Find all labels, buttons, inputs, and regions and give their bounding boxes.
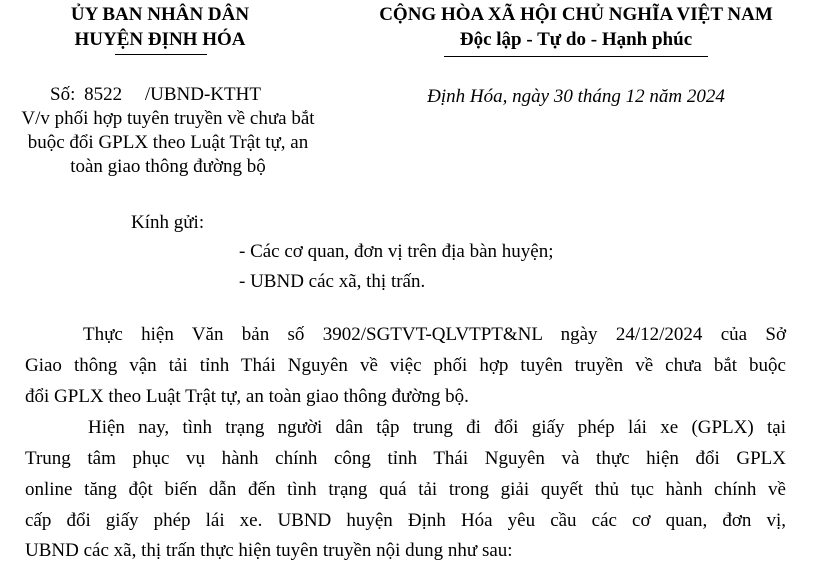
- document-symbol: /UBND-KTHT: [144, 84, 261, 105]
- authority-underline: [115, 54, 207, 55]
- body-paragraph-2-cont: [25, 479, 786, 501]
- paragraph-line: online tăng đột biến dẫn đến tình trạng quá tải trong giải quyết thủ tục hành chính về: [25, 479, 786, 500]
- document-number-value: 8522: [84, 84, 123, 105]
- place-and-date: Định Hóa, ngày 30 tháng 12 năm 2024: [427, 86, 725, 107]
- paragraph-line: đổi GPLX theo Luật Trật tự, an toàn giao thông đường bộ.: [25, 386, 469, 407]
- paragraph-line: Hiện nay, tình trạng người dân tập trung đi đổi giấy phép lái xe (GPLX) tại: [88, 417, 786, 438]
- subject-line-3: toàn giao thông đường bộ: [70, 156, 266, 177]
- issuing-authority-line2: HUYỆN ĐỊNH HÓA: [74, 29, 246, 50]
- body-paragraph-2-cont: [25, 510, 786, 532]
- paragraph-line: Thực hiện Văn bản số 3902/SGTVT-QLVTPT&NL ngày 24/12/2024 của Sở: [83, 324, 786, 345]
- subject-line-1: V/v phối hợp tuyên truyền về chưa bắt: [21, 108, 315, 129]
- issuing-authority-line1: ỦY BAN NHÂN DÂN: [70, 4, 250, 25]
- body-paragraph-1: [83, 324, 786, 346]
- body-paragraph-1-cont: [25, 355, 786, 377]
- national-motto: Độc lập - Tự do - Hạnh phúc: [459, 29, 693, 50]
- recipients-label: Kính gửi:: [131, 212, 205, 233]
- paragraph-line: UBND các xã, thị trấn thực hiện tuyên truyền nội dung như sau:: [25, 540, 513, 561]
- paragraph-line: Trung tâm phục vụ hành chính công tỉnh Thái Nguyên và thực hiện đổi GPLX: [25, 448, 786, 469]
- recipient-item: - UBND các xã, thị trấn.: [239, 271, 426, 292]
- recipient-item: - Các cơ quan, đơn vị trên địa bàn huyện;: [239, 241, 554, 262]
- national-title: CỘNG HÒA XÃ HỘI CHỦ NGHĨA VIỆT NAM: [379, 4, 773, 25]
- body-paragraph-2-cont: [25, 448, 786, 470]
- body-paragraph-2: [88, 417, 786, 439]
- paragraph-line: cấp đổi giấy phép lái xe. UBND huyện Định Hóa yêu cầu các cơ quan, đơn vị,: [25, 510, 786, 531]
- subject-line-2: buộc đổi GPLX theo Luật Trật tự, an: [27, 132, 309, 153]
- document-number: [50, 84, 261, 106]
- motto-underline: [444, 56, 708, 57]
- document-number-label: Số:: [50, 84, 76, 105]
- paragraph-line: Giao thông vận tải tỉnh Thái Nguyên về việc phối hợp tuyên truyền về chưa bắt buộc: [25, 355, 786, 376]
